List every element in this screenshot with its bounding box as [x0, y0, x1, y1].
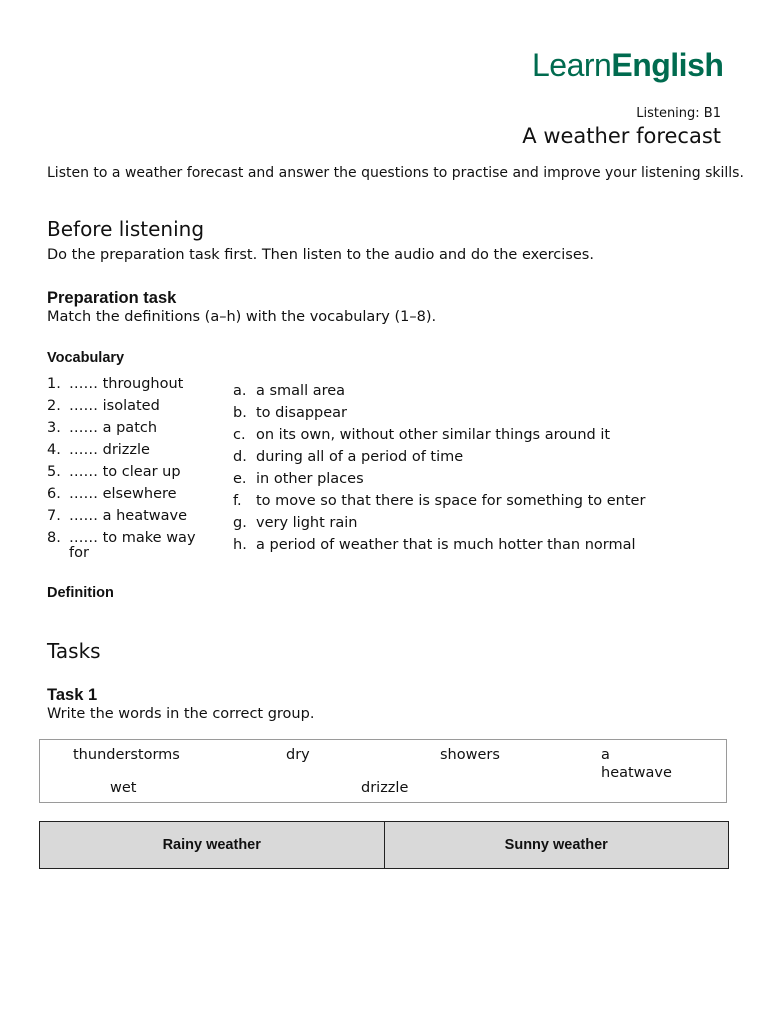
vocab-text: …… to make way — [69, 530, 196, 546]
word-item: a — [601, 747, 610, 763]
sunny-weather-header: Sunny weather — [504, 837, 608, 853]
word-item: showers — [440, 747, 500, 763]
definition-item — [233, 381, 645, 403]
word-item: thunderstorms — [73, 747, 180, 763]
vocab-continuation: for — [69, 545, 89, 561]
preparation-task-heading: Preparation task — [47, 289, 177, 307]
definition-text: to move so that there is space for something to enter — [256, 493, 646, 509]
vocab-item — [47, 374, 196, 396]
definition-letter: f. — [233, 493, 242, 509]
vocab-text: …… a patch — [69, 420, 158, 436]
vocab-number: 3. — [47, 420, 61, 436]
before-listening-text: Do the preparation task first. Then listen to the audio and do the exercises. — [47, 247, 594, 263]
vocabulary-heading: Vocabulary — [47, 350, 125, 366]
definition-letter: e. — [233, 471, 247, 487]
preparation-instruction: Match the definitions (a–h) with the vocabulary (1–8). — [47, 309, 437, 325]
vocab-number: 2. — [47, 398, 61, 414]
vocab-number: 4. — [47, 442, 61, 458]
task1-heading: Task 1 — [47, 686, 98, 704]
definition-text: a small area — [256, 383, 346, 399]
definition-item — [233, 535, 645, 557]
vocab-text: …… drizzle — [69, 442, 150, 458]
definition-text: in other places — [256, 471, 364, 487]
definition-heading: Definition — [47, 585, 114, 601]
definition-text: on its own, without other similar things around it — [256, 427, 611, 443]
definition-text: a period of weather that is much hotter than normal — [256, 537, 636, 553]
before-listening-heading: Before listening — [47, 217, 205, 241]
word-item: wet — [110, 780, 137, 796]
logo-learn: Learn — [532, 47, 612, 83]
vocab-number: 1. — [47, 376, 61, 392]
vocab-item — [47, 484, 196, 506]
intro-text: Listen to a weather forecast and answer the questions to practise and improve your listening skills. — [47, 165, 744, 181]
definition-letter: c. — [233, 427, 246, 443]
vocabulary-list — [47, 374, 196, 560]
vocab-item — [47, 506, 196, 528]
vocab-number: 7. — [47, 508, 61, 524]
level-label: Listening: B1 — [636, 106, 721, 121]
definition-letter: a. — [233, 383, 247, 399]
vocab-number: 8. — [47, 530, 61, 546]
definition-item — [233, 469, 645, 491]
vocab-text: …… to clear up — [69, 464, 181, 480]
vocab-number: 5. — [47, 464, 61, 480]
tasks-heading: Tasks — [47, 639, 101, 663]
learnenglish-logo — [532, 47, 723, 84]
vocab-item — [47, 462, 196, 484]
word-item: dry — [286, 747, 310, 763]
vocab-item — [47, 396, 196, 418]
weather-groups-table — [39, 821, 729, 869]
definition-letter: g. — [233, 515, 247, 531]
definition-text: very light rain — [256, 515, 358, 531]
vocab-item — [47, 440, 196, 462]
definition-item — [233, 403, 645, 425]
definition-letter: b. — [233, 405, 247, 421]
definition-text: during all of a period of time — [256, 449, 464, 465]
definition-item — [233, 425, 645, 447]
rainy-weather-header: Rainy weather — [40, 822, 385, 868]
definitions-list — [233, 381, 645, 557]
word-item: heatwave — [601, 765, 672, 781]
vocab-text: …… throughout — [69, 376, 184, 392]
vocab-text: …… isolated — [69, 398, 160, 414]
definition-letter: h. — [233, 537, 247, 553]
definition-item — [233, 447, 645, 469]
task1-instruction: Write the words in the correct group. — [47, 706, 315, 722]
definition-letter: d. — [233, 449, 247, 465]
word-item: drizzle — [361, 780, 409, 796]
definition-item — [233, 513, 645, 535]
definition-item — [233, 491, 645, 513]
logo-english: English — [611, 47, 724, 83]
vocab-text: …… elsewhere — [69, 486, 177, 502]
vocab-text: …… a heatwave — [69, 508, 188, 524]
definition-text: to disappear — [256, 405, 348, 421]
vocab-item — [47, 418, 196, 440]
vocab-number: 6. — [47, 486, 61, 502]
word-bank — [39, 739, 727, 803]
page-title: A weather forecast — [522, 124, 721, 148]
